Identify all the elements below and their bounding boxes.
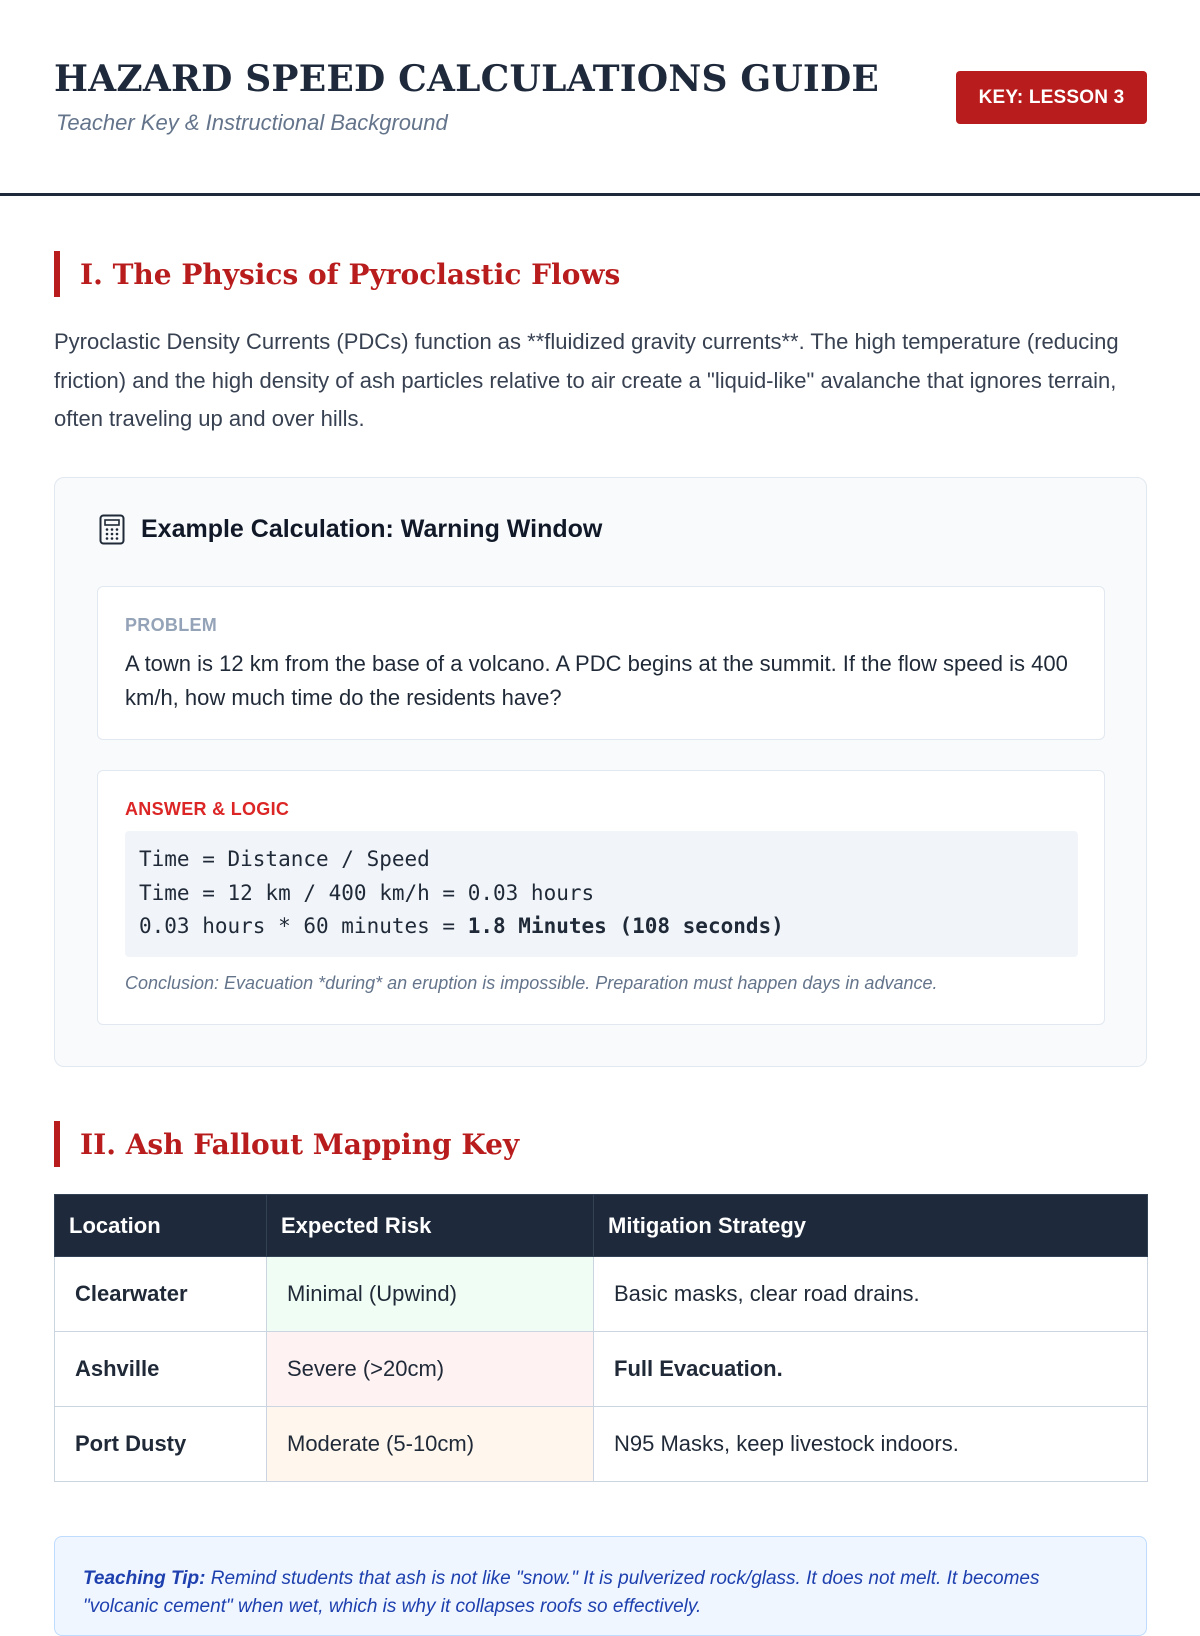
- problem-box: [97, 586, 1105, 740]
- conclusion-text: Conclusion: Evacuation *during* an eruption is impossible. Preparation must happen days in advance.: [125, 973, 938, 993]
- cell-risk: Moderate (5-10cm): [267, 1407, 594, 1482]
- cell-location: Port Dusty: [55, 1407, 267, 1482]
- table-row: [55, 1407, 1148, 1482]
- section-heading-ash-fallout: II. Ash Fallout Mapping Key: [54, 1121, 519, 1167]
- section-heading-physics: I. The Physics of Pyroclastic Flows: [54, 251, 620, 297]
- answer-box: [97, 770, 1105, 1025]
- problem-label: PROBLEM: [125, 615, 218, 635]
- page-header: [0, 0, 1200, 196]
- code-line-hours: Time = 12 km / 400 km/h = 0.03 hours: [139, 880, 595, 905]
- ash-fallout-table: [54, 1194, 1148, 1482]
- teaching-tip-body: Remind students that ash is not like "snow." It is pulverized rock/glass. It does not melt. It becomes "volcanic cement" when wet, which is why it collapses roofs so effectively.: [83, 1568, 1040, 1617]
- lesson-key-badge: KEY: LESSON 3: [956, 71, 1147, 124]
- column-header-location: Location: [55, 1195, 267, 1257]
- code-line-minutes-prefix: 0.03 hours * 60 minutes =: [139, 914, 468, 938]
- calculator-icon: [99, 514, 125, 545]
- example-calculation-card: [54, 477, 1147, 1067]
- cell-mitigation: Basic masks, clear road drains.: [594, 1257, 1148, 1332]
- page-subtitle: Teacher Key & Instructional Background: [56, 110, 448, 135]
- column-header-risk: Expected Risk: [267, 1195, 594, 1257]
- code-result: 1.8 Minutes (108 seconds): [467, 914, 784, 938]
- cell-mitigation: N95 Masks, keep livestock indoors.: [594, 1407, 1148, 1482]
- cell-risk: Severe (>20cm): [267, 1332, 594, 1407]
- table-row: [55, 1257, 1148, 1332]
- example-heading: [99, 514, 602, 545]
- teaching-tip-label: Teaching Tip:: [83, 1568, 206, 1589]
- teaching-tip-text: [83, 1565, 1113, 1621]
- teaching-tip-box: [54, 1536, 1147, 1636]
- problem-text: A town is 12 km from the base of a volcano. A PDC begins at the summit. If the flow speed is 400 km/h, how much time do the residents have?: [125, 651, 1068, 710]
- page-title: HAZARD SPEED CALCULATIONS GUIDE: [54, 58, 880, 100]
- intro-paragraph: Pyroclastic Density Currents (PDCs) function as **fluidized gravity currents**. The high temperature (reducing friction) and the high density of ash particles relative to air create a "liquid-like" avalanche that ignores terrain, often traveling up and over hills.: [54, 329, 1119, 431]
- cell-location: Clearwater: [55, 1257, 267, 1332]
- answer-label: ANSWER & LOGIC: [125, 799, 290, 819]
- calculation-code-block: [125, 831, 1078, 957]
- cell-risk: Minimal (Upwind): [267, 1257, 594, 1332]
- cell-mitigation: Full Evacuation.: [594, 1332, 1148, 1407]
- example-title: Example Calculation: Warning Window: [141, 515, 603, 543]
- code-line-formula: Time = Distance / Speed: [139, 847, 430, 871]
- table-row: [55, 1332, 1148, 1407]
- column-header-mitigation: Mitigation Strategy: [594, 1195, 1148, 1257]
- table-header-row: [55, 1195, 1148, 1257]
- cell-location: Ashville: [55, 1332, 267, 1407]
- code-line-minutes: [139, 910, 1064, 944]
